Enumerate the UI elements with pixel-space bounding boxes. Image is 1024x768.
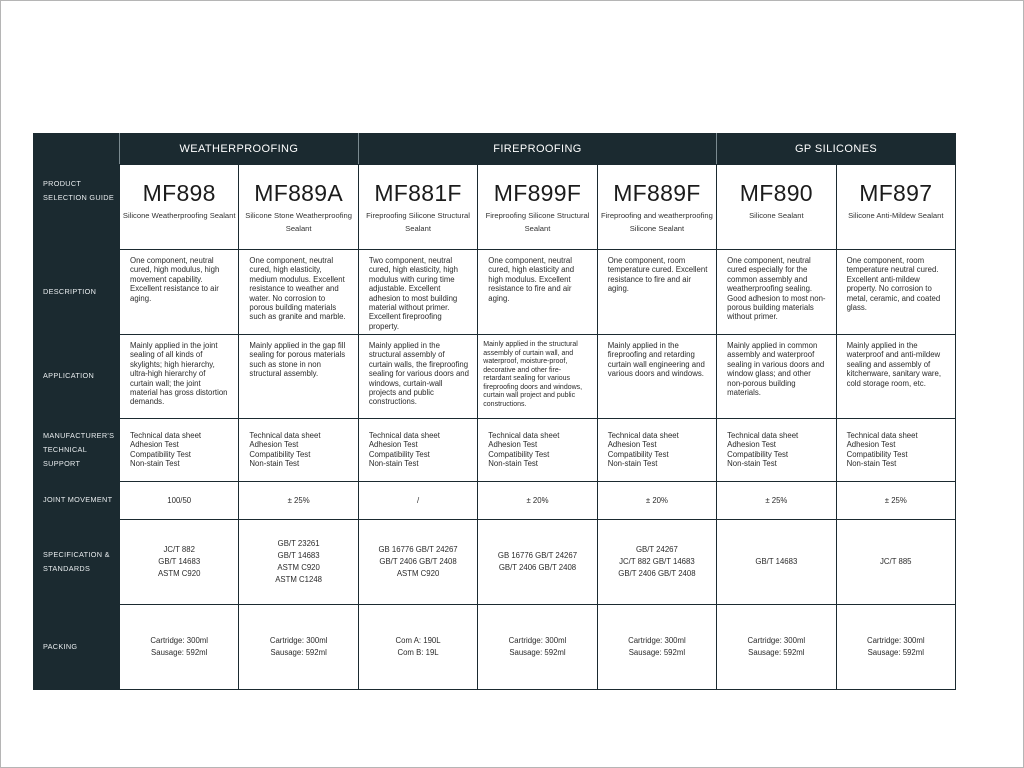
standards-cell: GB/T 14683 (716, 519, 835, 604)
support-cell: Technical data sheet Adhesion Test Compatibility Test Non-stain Test (836, 418, 955, 481)
support-cell: Technical data sheet Adhesion Test Compatibility Test Non-stain Test (597, 418, 716, 481)
support-cell: Technical data sheet Adhesion Test Compatibility Test Non-stain Test (119, 418, 238, 481)
row-label-guide: PRODUCT SELECTION GUIDE (33, 133, 119, 249)
product-header (597, 164, 716, 249)
description-cell: One component, room temperature neutral cured. Excellent anti-mildew property. No corrosion to metal, ceramic, and coated glass. (836, 249, 955, 334)
movement-cell: ± 25% (238, 481, 357, 519)
row-label-description: DESCRIPTION (33, 249, 119, 334)
application-cell: Mainly applied in the gap fill sealing for porous materials such as stone in non structural assembly. (238, 334, 357, 418)
application-cell: Mainly applied in the fireproofing and retarding curtain wall engineering and various doors and windows. (597, 334, 716, 418)
group-fireproofing: FIREPROOFING (358, 133, 716, 164)
product-header (716, 164, 835, 249)
application-cell: Mainly applied in common assembly and waterproof sealing in various doors and window glass; and other non-porous building materials. (716, 334, 835, 418)
standards-cell: GB 16776 GB/T 24267 GB/T 2406 GB/T 2408 ASTM C920 (358, 519, 477, 604)
standards-cell: GB/T 23261 GB/T 14683 ASTM C920 ASTM C1248 (238, 519, 357, 604)
product-header (358, 164, 477, 249)
product-name: Silicone Anti-Mildew Sealant (848, 211, 944, 220)
movement-cell: 100/50 (119, 481, 238, 519)
application-cell: Mainly applied in the waterproof and anti-mildew sealing and assembly of kitchenware, sanitary ware, cold storage room, etc. (836, 334, 955, 418)
application-cell: Mainly applied in the structural assembly of curtain wall, and waterproof, moisture-proof, decorative and other fire-retardant sealing for various fireproofing doors and windows, curtain wall project and public constructions. (477, 334, 596, 418)
product-header (477, 164, 596, 249)
movement-cell: ± 20% (477, 481, 596, 519)
product-code: MF897 (859, 180, 933, 206)
description-cell: Two component, neutral cured, high elasticity, high modulus with curing time adjustable. Excellent adhesion to most building material without primer. Excellent fireproofing property. (358, 249, 477, 334)
product-code: MF899F (493, 180, 582, 206)
product-name: Silicone Stone Weatherproofing Sealant (245, 211, 352, 233)
description-cell: One component, neutral cured, high modulus, high movement capability. Excellent resistance to air aging. (119, 249, 238, 334)
standards-cell: GB 16776 GB/T 24267 GB/T 2406 GB/T 2408 (477, 519, 596, 604)
product-name: Fireproofing Silicone Structural Sealant (485, 211, 590, 233)
application-cell: Mainly applied in the structural assembly of curtain walls, the fireproofing sealing for various doors and windows, curtain-wall projects and public constructions. (358, 334, 477, 418)
product-code: MF889F (613, 180, 701, 206)
description-cell: One component, room temperature cured. Excellent resistance to fire and air aging. (597, 249, 716, 334)
standards-cell: JC/T 882 GB/T 14683 ASTM C920 (119, 519, 238, 604)
support-cell: Technical data sheet Adhesion Test Compatibility Test Non-stain Test (238, 418, 357, 481)
description-cell: One component, neutral cured, high elasticity, medium modulus. Excellent resistance to weather and water. No corrosion to porous building materials such as granite and marble. (238, 249, 357, 334)
row-label-application: APPLICATION (33, 334, 119, 418)
support-cell: Technical data sheet Adhesion Test Compatibility Test Non-stain Test (716, 418, 835, 481)
product-name: Fireproofing and weatherproofing Silicone Sealant (600, 211, 713, 233)
product-name: Silicone Sealant (749, 211, 804, 220)
support-cell: Technical data sheet Adhesion Test Compatibility Test Non-stain Test (358, 418, 477, 481)
product-name: Silicone Weatherproofing Sealant (122, 211, 236, 220)
packing-cell: Cartridge: 300ml Sausage: 592ml (836, 604, 955, 689)
standards-cell: GB/T 24267 JC/T 882 GB/T 14683 GB/T 2406 GB/T 2408 (597, 519, 716, 604)
movement-cell: ± 25% (836, 481, 955, 519)
movement-cell: / (358, 481, 477, 519)
group-gp-silicones: GP SILICONES (716, 133, 955, 164)
packing-cell: Cartridge: 300ml Sausage: 592ml (477, 604, 596, 689)
row-label-packing: PACKING (33, 604, 119, 689)
product-header (238, 164, 357, 249)
product-header (119, 164, 238, 249)
packing-cell: Com A: 190L Com B: 19L (358, 604, 477, 689)
product-header (836, 164, 955, 249)
packing-cell: Cartridge: 300ml Sausage: 592ml (238, 604, 357, 689)
standards-cell: JC/T 885 (836, 519, 955, 604)
product-code: MF890 (739, 180, 813, 206)
product-code: MF898 (142, 180, 216, 206)
packing-cell: Cartridge: 300ml Sausage: 592ml (119, 604, 238, 689)
product-code: MF889A (254, 180, 343, 206)
product-name: Fireproofing Silicone Structural Sealant (366, 211, 470, 233)
description-cell: One component, neutral cured especially for the common assembly and weatherproofing sealing. Good adhesion to most non-porous building materials without primer. (716, 249, 835, 334)
row-label-standards: SPECIFICATION & STANDARDS (33, 519, 119, 604)
movement-cell: ± 20% (597, 481, 716, 519)
packing-cell: Cartridge: 300ml Sausage: 592ml (597, 604, 716, 689)
description-cell: One component, neutral cured, high elasticity and high modulus. Excellent resistance to fire and air aging. (477, 249, 596, 334)
row-label-movement: JOINT MOVEMENT (33, 481, 119, 519)
group-weatherproofing: WEATHERPROOFING (119, 133, 358, 164)
movement-cell: ± 25% (716, 481, 835, 519)
packing-cell: Cartridge: 300ml Sausage: 592ml (716, 604, 835, 689)
application-cell: Mainly applied in the joint sealing of all kinds of skylights; high hierarchy, ultra-high hierarchy of curtain wall; the joint material has gross distortion demands. (119, 334, 238, 418)
product-selection-table (33, 133, 956, 690)
support-cell: Technical data sheet Adhesion Test Compatibility Test Non-stain Test (477, 418, 596, 481)
product-code: MF881F (374, 180, 462, 206)
row-label-support: MANUFACTURER'S TECHNICAL SUPPORT (33, 418, 119, 481)
